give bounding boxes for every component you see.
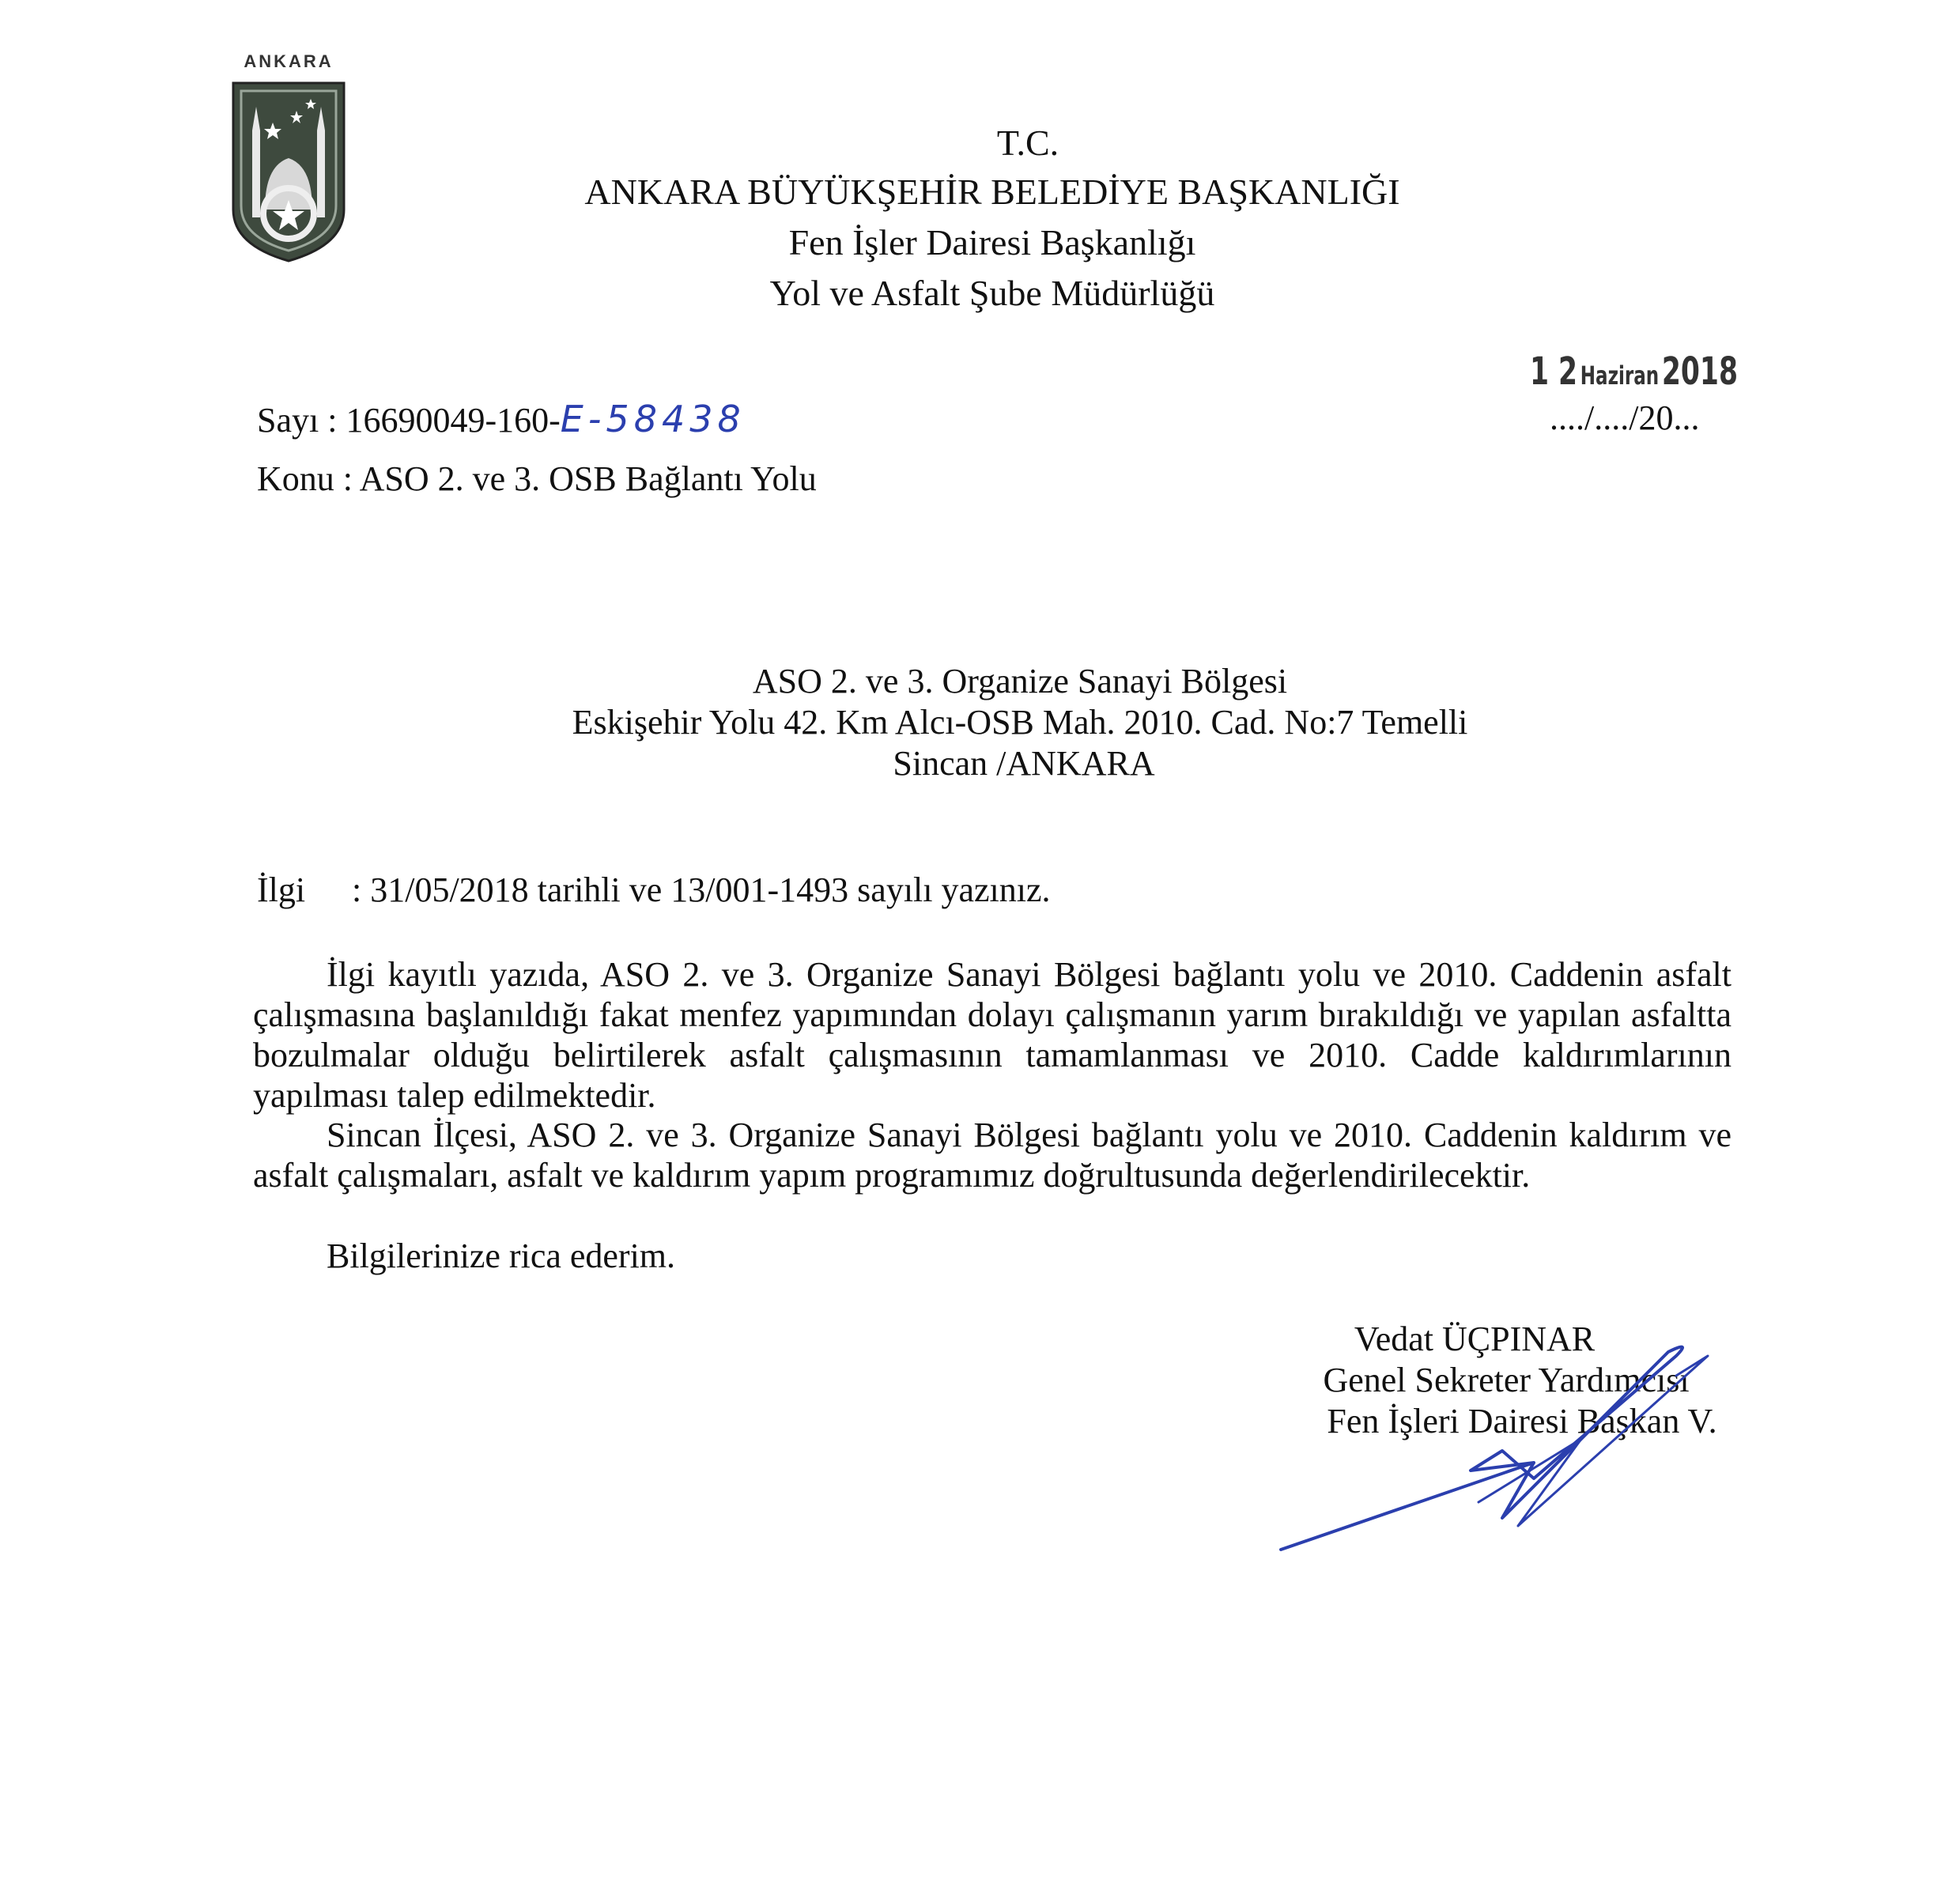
konu-label: Konu (257, 459, 334, 498)
header-tc: T.C. (996, 123, 1059, 163)
ilgi-line (257, 870, 1051, 910)
date-line: ..../..../20... (1550, 398, 1700, 437)
ilgi-label: İlgi (257, 870, 306, 909)
sayi-label: Sayı (257, 401, 319, 440)
sayi-line (257, 398, 746, 440)
header-institution: ANKARA BÜYÜKŞEHİR BELEDİYE BAŞKANLIĞI (584, 172, 1400, 212)
sayi-value: : 16690049-160- (327, 401, 561, 440)
signatory-title-2: Fen İşleri Dairesi Başkan V. (1327, 1402, 1717, 1440)
ilgi-value: : 31/05/2018 tarihli ve 13/001-1493 sayılı yazınız. (352, 870, 1051, 909)
stamp-year: 2018 (1661, 349, 1738, 394)
recipient-line3: Sincan /ANKARA (893, 744, 1155, 783)
header-department: Fen İşler Dairesi Başkanlığı (788, 222, 1196, 262)
konu-line (257, 459, 817, 499)
body-paragraph-3: Bilgilerinize rica ederim. (327, 1237, 676, 1275)
stamp-month: Haziran (1580, 361, 1660, 391)
handwritten-signature (1265, 1320, 1787, 1573)
stamp-day: 1 2 (1530, 349, 1578, 394)
body-paragraph-2: Sincan İlçesi, ASO 2. ve 3. Organize Sanayi Bölgesi bağlantı yolu ve 2010. Caddenin kaldırım ve asfalt çalışmaları, asfalt ve kaldırım yapım programımız doğrultusunda değerlendirilecektir. (253, 1116, 1732, 1195)
recipient-line1: ASO 2. ve 3. Organize Sanayi Bölgesi (752, 662, 1288, 700)
header-unit: Yol ve Asfalt Şube Müdürlüğü (769, 273, 1215, 313)
date-stamp (1530, 349, 1738, 394)
konu-value: : ASO 2. ve 3. OSB Bağlantı Yolu (342, 459, 817, 498)
ankara-municipality-emblem-icon (225, 75, 352, 265)
sayi-handwritten: E-58438 (560, 398, 746, 440)
signatory-title-1: Genel Sekreter Yardımcısı (1323, 1361, 1690, 1399)
recipient-line2: Eskişehir Yolu 42. Km Alcı-OSB Mah. 2010. Cad. No:7 Temelli (572, 703, 1468, 742)
body-paragraph-1: İlgi kayıtlı yazıda, ASO 2. ve 3. Organize Sanayi Bölgesi bağlantı yolu ve 2010. Caddenin asfalt çalışmasına başlanıldığı fakat menfez yapımından dolayı çalışmanın yarım bırakıldığı ve yapılan asfaltta bozulmalar olduğu belirtilerek asfalt çalışmasının tamamlanması ve 2010. Cadde kaldırımlarının yapılması talep edilmektedir. (253, 955, 1732, 1115)
signatory-name: Vedat ÜÇPINAR (1354, 1320, 1596, 1358)
municipality-logo (225, 51, 352, 265)
logo-text: ANKARA (244, 51, 334, 71)
